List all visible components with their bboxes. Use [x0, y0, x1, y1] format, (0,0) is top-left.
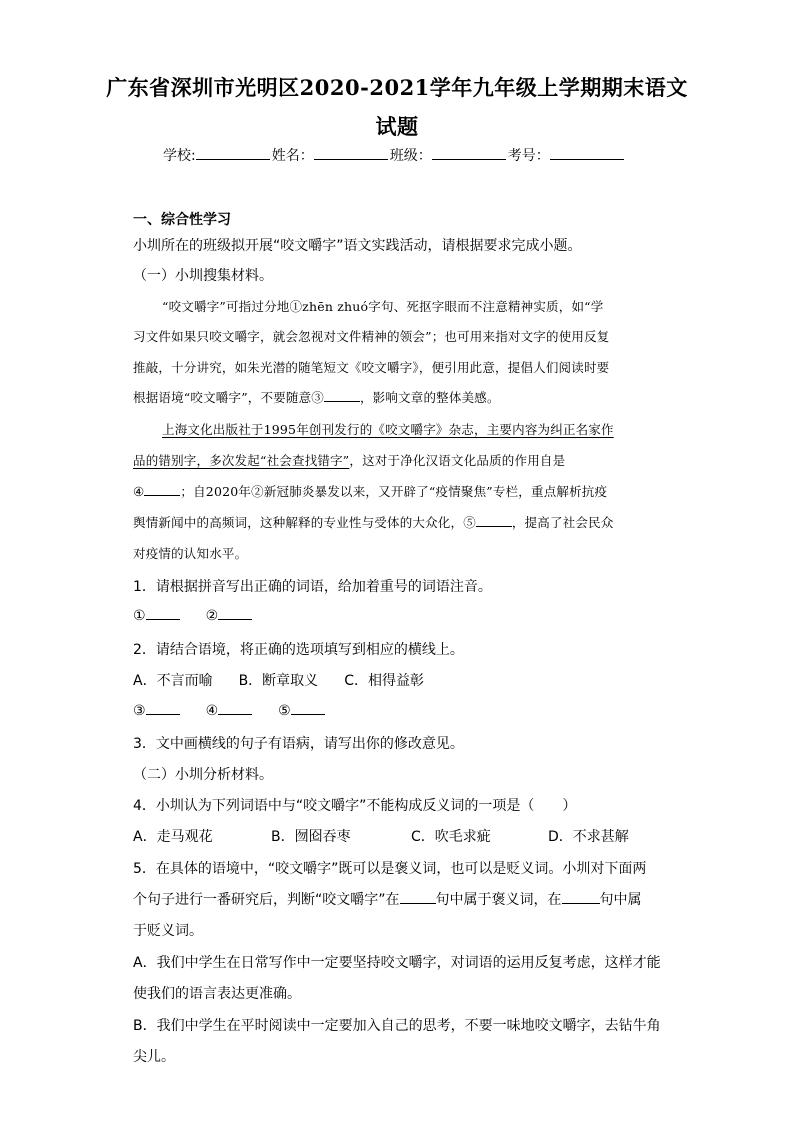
class-blank [432, 146, 506, 160]
answer-blank [144, 483, 180, 496]
sentence-a: A．我们中学生在日常写作中一定要坚持咬文嚼字，对词语的运用反复考虑，这样才能 [133, 955, 661, 971]
school-label: 学校: [163, 148, 196, 164]
name-label: 姓名： [271, 148, 314, 164]
option: D．不求甚解 [548, 829, 629, 845]
option: B．断章取义 [238, 673, 319, 689]
option: C．吹毛求疵 [411, 829, 491, 845]
underlined-sentence: 品的错别字，多次发起“社会查找错字” [133, 453, 350, 468]
question-5-line: 个句子进行一番研究后，判断“咬文嚼字”在 句中属于褒义词，在 句中属 [133, 892, 642, 908]
material-line: 根据语境“咬文嚼字”，不要随意③ ，影响文章的整体美感。 [133, 390, 500, 405]
part-heading-2: （二）小圳分析材料。 [133, 767, 273, 783]
name-blank [314, 146, 388, 160]
question-2-blanks: ③ ④ ⑤ [133, 702, 325, 719]
question-4: 4．小圳认为下列词语中与“咬文嚼字”不能构成反义词的一项是（ ） [133, 798, 577, 814]
answer-blank [218, 702, 252, 715]
material-line: 推敲，十分讲究，如朱光潜的随笔短文《咬文嚼字》，便引用此意，提倡人们阅读时要 [133, 360, 610, 375]
material-line: 品的错别字，多次发起“社会查找错字”，这对于净化汉语文化品质的作用自是 [133, 453, 566, 468]
school-blank [196, 146, 270, 160]
question-5: 5．在具体的语境中，“咬文嚼字”既可以是褒义词，也可以是贬义词。小圳对下面两 [133, 861, 647, 877]
question-1-blanks: ① ② [133, 607, 252, 624]
material-line: “咬文嚼字”可指过分地①zhēn zhuó字句、死抠字眼而不注意精神实质，如“学 [162, 299, 604, 314]
class-label: 班级： [389, 148, 432, 164]
material-line: 对疫情的认知水平。 [133, 546, 248, 561]
number-label: 考号： [507, 148, 550, 164]
answer-blank [400, 891, 436, 904]
answer-blank [562, 891, 600, 904]
section-intro: 小圳所在的班级拟开展“咬文嚼字”语文实践活动，请根据要求完成小题。 [133, 238, 582, 254]
question-4-options [133, 826, 629, 846]
question-3: 3．文中画横线的句子有语病，请写出你的修改意见。 [133, 736, 464, 752]
answer-blank [324, 389, 360, 402]
sentence-a-cont: 使我们的语言表达更准确。 [133, 986, 301, 1002]
section-heading: 一、综合性学习 [133, 212, 231, 228]
answer-blank [476, 514, 512, 527]
exam-title: 广东省深圳市光明区2020-2021学年九年级上学期期末语文 [106, 75, 688, 100]
number-blank [550, 146, 624, 160]
part-heading-1: （一）小圳搜集材料。 [133, 268, 273, 284]
question-2: 2．请结合语境，将正确的选项填写到相应的横线上。 [133, 642, 464, 658]
option: A．走马观花 [133, 829, 213, 845]
answer-blank [218, 607, 252, 620]
student-info-row [163, 145, 626, 165]
material-line: ④ ；自2020年②新冠肺炎暴发以来，又开辟了“疫情聚焦”专栏，重点解析抗疫 [133, 484, 608, 499]
option: C．相得益彰 [344, 673, 424, 689]
answer-blank [291, 702, 325, 715]
question-2-options [133, 670, 424, 690]
option: B．囫囵吞枣 [271, 829, 351, 845]
question-1: 1．请根据拼音写出正确的词语，给加着重号的词语注音。 [133, 579, 492, 595]
answer-blank [146, 607, 180, 620]
question-5-line: 于贬义词。 [133, 923, 203, 939]
exam-title-continued: 试题 [375, 114, 419, 139]
option: A．不言而喻 [133, 673, 213, 689]
sentence-b: B．我们中学生在平时阅读中一定要加入自己的思考，不要一味地咬文嚼字，去钻牛角 [133, 1018, 661, 1034]
underlined-sentence: 上海文化出版社于1995年创刊发行的《咬文嚼字》杂志，主要内容为纠正名家作 [162, 422, 614, 437]
material-line: 习文件如果只咬文嚼字，就会忽视对文件精神的领会”；也可用来指对文字的使用反复 [133, 329, 610, 344]
material-line: 舆情新闻中的高频词，这种解释的专业性与受体的大众化，⑤ ，提高了社会民众 [133, 515, 614, 530]
answer-blank [146, 702, 180, 715]
sentence-b-cont: 尖儿。 [133, 1049, 175, 1065]
